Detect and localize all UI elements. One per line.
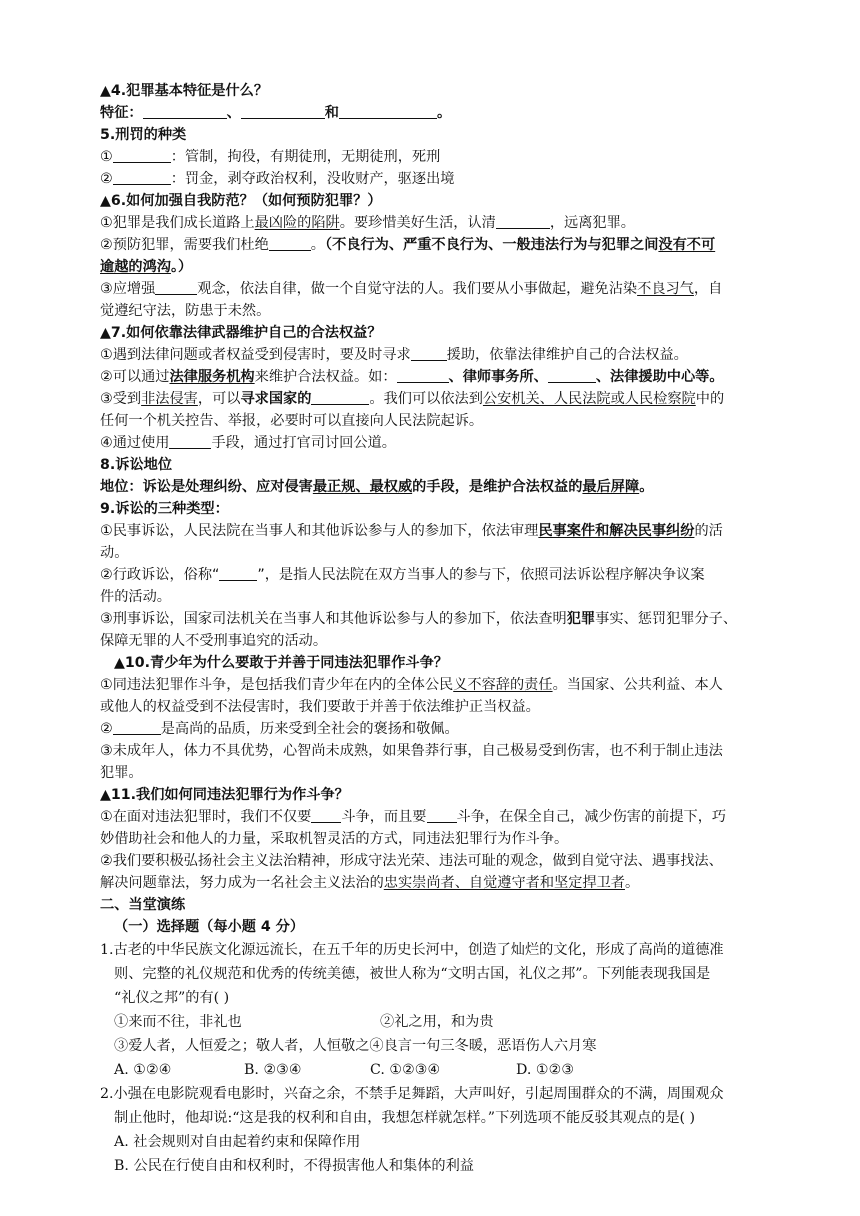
answer-blank[interactable] <box>411 346 447 361</box>
q9-p1: ①民事诉讼，人民法院在当事人和其他诉讼参与人的参加下，依法审理民事案件和解决民事纠纷的活 <box>100 523 723 539</box>
q11-p2-cont: 解决问题靠法，努力成为一名社会主义法治的忠实崇尚者、自觉遵守者和坚定捍卫者。 <box>100 875 640 891</box>
q8-title: 8.诉讼地位 <box>100 457 173 473</box>
practice-title: 二、当堂演练 <box>100 897 186 913</box>
answer-blank[interactable] <box>155 280 197 295</box>
q5-line2: ② ：罚金，剥夺政治权利，没收财产，驱逐出境 <box>100 171 455 187</box>
q8-text: 地位：诉讼是处理纠纷、应对侵害最正规、最权威的手段，是维护合法权益的最后屏障。 <box>100 479 654 495</box>
worksheet-page <box>100 80 768 1178</box>
q1-stem-2: 则、完整的礼仪规范和优秀的传统美德，被世人称为“文明古国，礼仪之邦”。下列能表现我国是 <box>114 966 711 982</box>
q7-p3-cont: 任何一个机关控告、举报，必要时可以直接向人民法院起诉。 <box>100 413 484 429</box>
q5-title: 5.刑罚的种类 <box>100 127 187 143</box>
answer-blank[interactable] <box>113 720 161 735</box>
q1-option-d[interactable]: D. ①②③ <box>516 1062 575 1078</box>
q7-p3: ③受到非法侵害，可以寻求国家的 。我们可以依法到公安机关、人民法院或人民检察院中的 <box>100 391 725 407</box>
q1-statement-2: ②礼之用，和为贵 <box>380 1014 494 1030</box>
q10-title: ▲10.青少年为什么要敢于并善于同违法犯罪作斗争？ <box>114 655 448 671</box>
answer-blank[interactable] <box>219 566 257 581</box>
q10-p1-cont: 或他人的权益受到不法侵害时，我们要敢于并善于依法维护正当权益。 <box>100 699 540 715</box>
q1-option-b[interactable]: B. ②③④ <box>244 1062 302 1078</box>
q1-statements-1 <box>100 1010 768 1034</box>
q11-title: ▲11.我们如何同违法犯罪行为作斗争？ <box>100 787 349 803</box>
q7-p2: ②可以通过法律服务机构来维护合法权益。如： 、律师事务所、 、法律援助中心等。 <box>100 369 724 385</box>
answer-blank[interactable] <box>427 808 457 823</box>
q9-title: 9.诉讼的三种类型： <box>100 501 229 517</box>
q1-statements-2: ③爱人者，人恒爱之；敬人者，人恒敬之④良言一句三冬暖，恶语伤人六月寒 <box>114 1038 597 1054</box>
q4-label: 特征： <box>100 105 143 121</box>
practice-subtitle: （一）选择题（每小题 4 分） <box>114 919 305 935</box>
answer-blank[interactable] <box>113 170 171 185</box>
q2-option-a[interactable]: A. 社会规则对自由起着约束和保障作用 <box>114 1134 361 1150</box>
q4-title: ▲4.犯罪基本特征是什么？ <box>100 83 269 99</box>
question-1 <box>100 938 768 1082</box>
q1-stem-3: “礼仪之邦”的有( ) <box>114 990 230 1006</box>
q2-stem-2: 制止他时，他却说:“这是我的权利和自由，我想怎样就怎样。”下列选项不能反驳其观点的是( ) <box>114 1110 696 1126</box>
q11-p1-cont: 妙借助社会和他人的力量，采取机智灵活的方式，同违法犯罪行为作斗争。 <box>100 831 569 847</box>
q6-p3: ③应增强 观念，依法自律，做一个自觉守法的人。我们要从小事做起，避免沾染不良习气，自 <box>100 281 723 297</box>
q2-option-b[interactable]: B. 公民在行使自由和权利时，不得损害他人和集体的利益 <box>114 1158 474 1174</box>
answer-blank[interactable] <box>143 104 227 119</box>
q9-p3-cont: 保障无罪的人不受刑事追究的活动。 <box>100 633 328 649</box>
q1-option-c[interactable]: C. ①②③④ <box>370 1062 441 1078</box>
q10-p3: ③未成年人，体力不具优势，心智尚未成熟，如果鲁莽行事，自己极易受到伤害，也不利于制止违法 <box>100 743 723 759</box>
q4-features: 特征： 、 和 。 <box>100 105 452 121</box>
q7-title: ▲7.如何依靠法律武器维护自己的合法权益？ <box>100 325 382 341</box>
q6-title: ▲6.如何加强自我防范？（如何预防犯罪？） <box>100 193 382 209</box>
q1-option-a[interactable]: A. ①②④ <box>114 1062 172 1078</box>
q5-line1: ① ：管制，拘役，有期徒刑，无期徒刑，死刑 <box>100 149 441 165</box>
q11-p2: ②我们要积极弘扬社会主义法治精神，形成守法光荣、违法可耻的观念，做到自觉守法、遇事找法、 <box>100 853 723 869</box>
answer-blank[interactable] <box>397 368 449 383</box>
q7-p1: ①遇到法律问题或者权益受到侵害时，要及时寻求 援助，依靠法律维护自己的合法权益。 <box>100 347 688 363</box>
answer-blank[interactable] <box>311 808 341 823</box>
q9-p1-cont: 动。 <box>100 545 129 561</box>
answer-blank[interactable] <box>113 148 171 163</box>
q10-p2: ② 是高尚的品质，历来受到全社会的褒扬和敬佩。 <box>100 721 459 737</box>
answer-blank[interactable] <box>548 368 596 383</box>
answer-blank[interactable] <box>269 236 311 251</box>
q7-p4: ④通过使用 手段，通过打官司讨回公道。 <box>100 435 396 451</box>
q6-p1: ①犯罪是我们成长道路上最凶险的陷阱。要珍惜美好生活，认清 ，远离犯罪。 <box>100 215 635 231</box>
answer-blank[interactable] <box>169 434 211 449</box>
q1-stem-1: 1.古老的中华民族文化源远流长，在五千年的历史长河中，创造了灿烂的文化，形成了高尚的道德准 <box>100 942 724 958</box>
q11-p1: ①在面对违法犯罪时，我们不仅要 斗争，而且要 斗争，在保全自己，减少伤害的前提下，巧 <box>100 809 727 825</box>
q9-p2-cont: 件的活动。 <box>100 589 171 605</box>
q6-p3-cont: 觉遵纪守法，防患于未然。 <box>100 303 271 319</box>
q6-p2: ②预防犯罪，需要我们杜绝 。（不良行为、严重不良行为、一般违法行为与犯罪之间没有不可 <box>100 237 716 253</box>
q6-p2-cont: 逾越的鸿沟。） <box>100 259 193 275</box>
q1-options <box>100 1058 768 1082</box>
q9-p2: ②行政诉讼，俗称“ ”，是指人民法院在双方当事人的参与下，依照司法诉讼程序解决争议案 <box>100 567 705 583</box>
q1-statement-1: ①来而不往，非礼也 <box>114 1014 242 1030</box>
q10-p3-cont: 犯罪。 <box>100 765 143 781</box>
answer-blank[interactable] <box>339 104 437 119</box>
q10-p1: ①同违法犯罪作斗争，是包括我们青少年在内的全体公民义不容辞的责任。当国家、公共利益、本人 <box>100 677 723 693</box>
question-2 <box>100 1082 768 1178</box>
answer-blank[interactable] <box>496 214 550 229</box>
q2-stem-1: 2.小强在电影院观看电影时，兴奋之余，不禁手足舞蹈，大声叫好，引起周围群众的不满，周围观众 <box>100 1086 724 1102</box>
q9-p3: ③刑事诉讼，国家司法机关在当事人和其他诉讼参与人的参加下，依法查明犯罪事实、惩罚犯罪分子、 <box>100 611 738 627</box>
answer-blank[interactable] <box>311 390 369 405</box>
answer-blank[interactable] <box>241 104 325 119</box>
